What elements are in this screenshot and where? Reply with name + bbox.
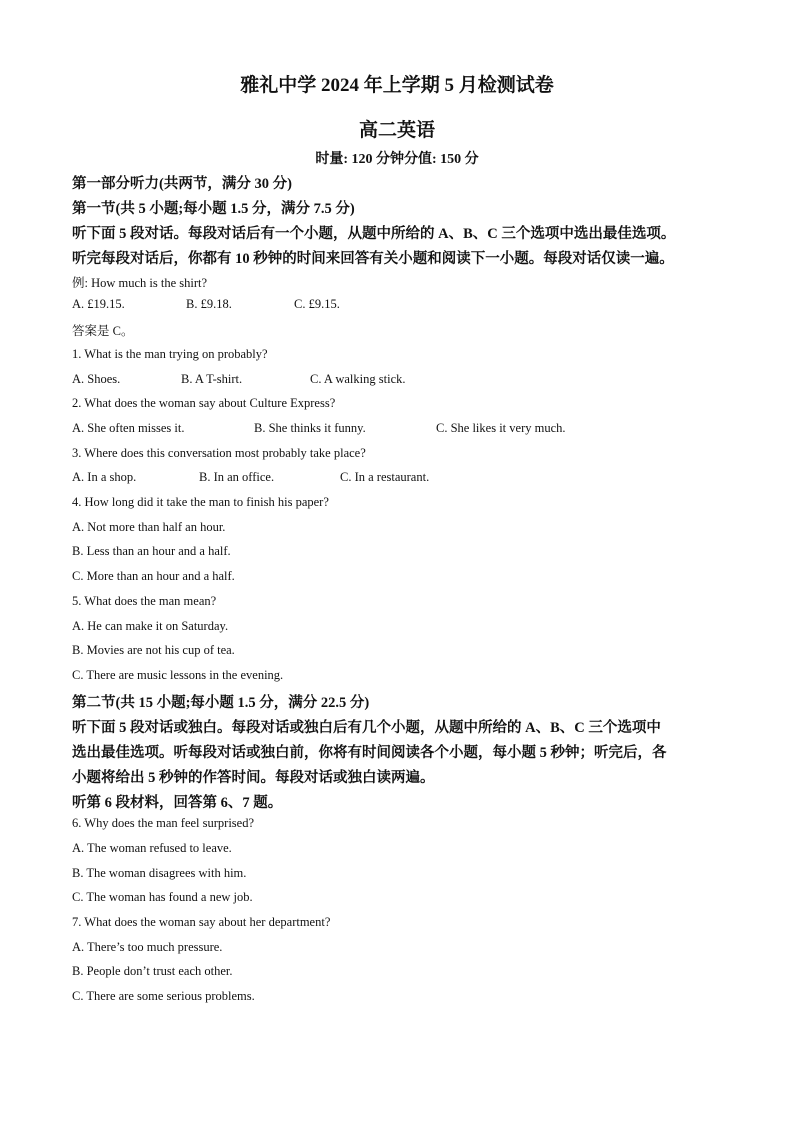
question-1: 1. What is the man trying on probably? (72, 347, 268, 361)
question-7-option-b: B. People don’t trust each other. (72, 964, 233, 978)
question-5: 5. What does the man mean? (72, 594, 217, 608)
question-2: 2. What does the woman say about Culture Express? (72, 396, 336, 410)
option-a: A. In a shop. (72, 470, 137, 484)
question-7: 7. What does the woman say about her department? (72, 915, 331, 929)
section1-heading: 第一节(共 5 小题;每小题 1.5 分，满分 7.5 分) (72, 201, 355, 217)
question-4: 4. How long did it take the man to finish his paper? (72, 495, 329, 509)
option-a: A. £19.15. (72, 297, 125, 311)
question-7-option-a: A. There’s too much pressure. (72, 940, 223, 954)
option-b: B. A T-shirt. (181, 372, 243, 386)
option-a: A. Shoes. (72, 372, 121, 386)
question-5-option-a: A. He can make it on Saturday. (72, 619, 229, 633)
exam-title: 雅礼中学 2024 年上学期 5 月检测试卷 (240, 75, 554, 96)
option-a: A. She often misses it. (72, 421, 185, 435)
section1-instruction-line1: 听下面 5 段对话。每段对话后有一个小题，从题中所给的 A、B、C 三个选项中选出最佳选项。 (72, 226, 676, 242)
question-6-option-b: B. The woman disagrees with him. (72, 866, 247, 880)
question-5-option-b: B. Movies are not his cup of tea. (72, 643, 235, 657)
question-4-option-b: B. Less than an hour and a half. (72, 544, 231, 558)
section1-instruction-line2: 听完每段对话后，你都有 10 秒钟的时间来回答有关小题和阅读下一小题。每段对话仅读一遍。 (72, 251, 674, 267)
option-b: B. She thinks it funny. (254, 421, 366, 435)
exam-time-score: 时量: 120 分钟分值: 150 分 (315, 152, 479, 167)
option-c: C. A walking stick. (310, 372, 406, 386)
question-6: 6. Why does the man feel surprised? (72, 816, 255, 830)
question-6-option-c: C. The woman has found a new job. (72, 890, 253, 904)
section2-instruction-line2: 选出最佳选项。听每段对话或独白前，你将有时间阅读各个小题，每小题 5 秒钟；听完后，各 (72, 745, 667, 761)
question-4-option-c: C. More than an hour and a half. (72, 569, 235, 583)
section2-heading: 第二节(共 15 小题;每小题 1.5 分，满分 22.5 分) (72, 695, 370, 711)
option-b: B. In an office. (199, 470, 275, 484)
example-question: 例: How much is the shirt? (72, 276, 208, 290)
part1-heading: 第一部分听力(共两节，满分 30 分) (72, 176, 292, 192)
question-6-option-a: A. The woman refused to leave. (72, 841, 232, 855)
option-c: C. In a restaurant. (340, 470, 430, 484)
section2-instruction-line3: 小题将给出 5 秒钟的作答时间。每段对话或独白读两遍。 (72, 770, 435, 786)
option-c: C. £9.15. (294, 297, 340, 311)
example-answer: 答案是 C。 (72, 324, 134, 338)
question-5-option-c: C. There are music lessons in the evening. (72, 668, 284, 682)
section2-instruction-line1: 听下面 5 段对话或独白。每段对话或独白后有几个小题，从题中所给的 A、B、C 三个选项中 (72, 720, 661, 736)
option-b: B. £9.18. (186, 297, 232, 311)
question-7-option-c: C. There are some serious problems. (72, 989, 255, 1003)
option-c: C. She likes it very much. (436, 421, 566, 435)
question-4-option-a: A. Not more than half an hour. (72, 520, 226, 534)
question-3: 3. Where does this conversation most probably take place? (72, 446, 366, 460)
exam-subject: 高二英语 (358, 120, 435, 141)
material-6-heading: 听第 6 段材料，回答第 6、7 题。 (72, 795, 283, 811)
